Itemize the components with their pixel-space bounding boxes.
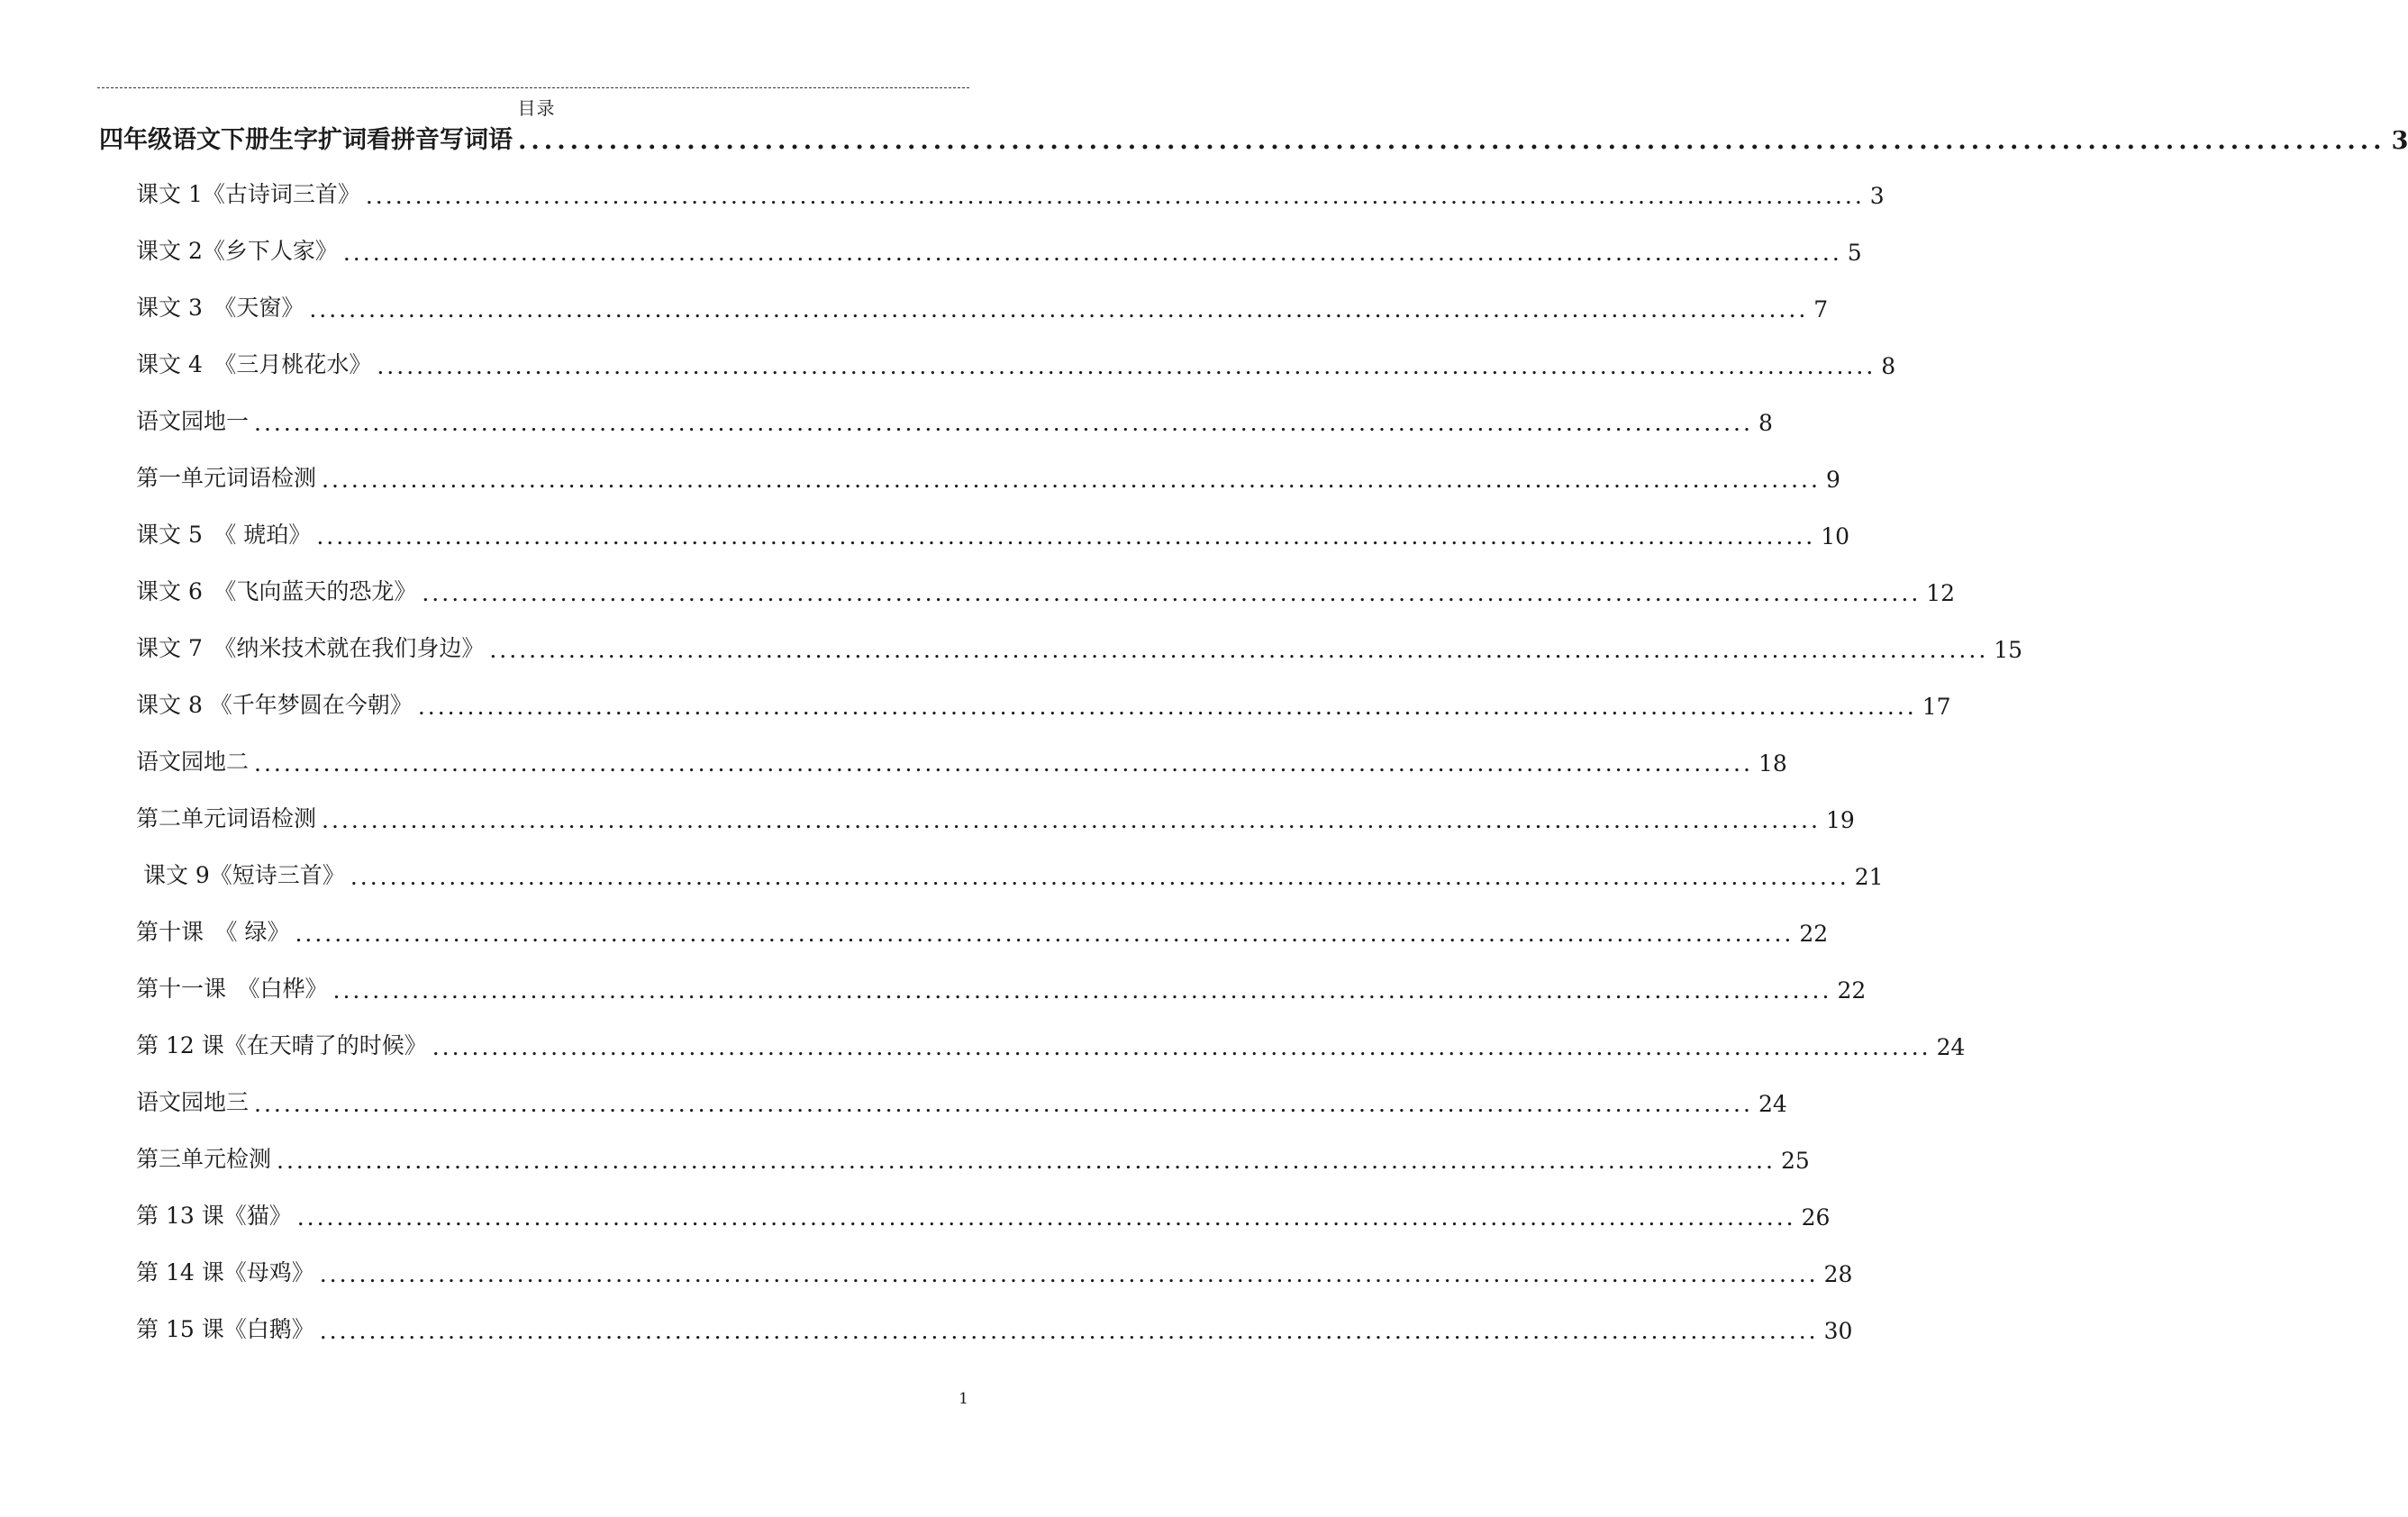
toc-entry[interactable]: [0, 567, 1956, 606]
page-title: 目录: [517, 97, 556, 119]
toc-dot-leader: ........................................................................................................................................................: [319, 1318, 1819, 1344]
toc-dot-leader: ........................................................................................................................................................: [295, 921, 1795, 947]
toc-entry-page: 25: [1780, 1148, 1810, 1174]
toc-entry-title: 课文 5 《 琥珀》: [136, 522, 312, 548]
toc-entry[interactable]: [0, 283, 1829, 322]
toc-entry-title: 语文园地一: [136, 408, 250, 434]
toc-entry-title: 第十一课 《白桦》: [136, 976, 328, 1002]
toc-entry[interactable]: [0, 396, 1773, 436]
toc-entry-title: 课文 2《乡下人家》: [136, 238, 338, 264]
toc-entry-page: 26: [1801, 1204, 1831, 1231]
toc-entry-page: 8: [1758, 410, 1773, 436]
toc-entry-page: 17: [1922, 694, 1951, 720]
toc-entry-title: 第三单元检测: [136, 1146, 272, 1172]
toc-dot-leader: ........................................................................................................................................................: [254, 410, 1753, 436]
toc-entry-page: 24: [1758, 1091, 1787, 1117]
toc-entry-page: 5: [1847, 240, 1862, 266]
toc-entry-title: 课文 8 《千年梦圆在今朝》: [136, 692, 413, 718]
toc-entry[interactable]: [0, 794, 1855, 833]
toc-entry[interactable]: [0, 1248, 1853, 1287]
toc-entry-page: 19: [1825, 807, 1855, 833]
toc-entry[interactable]: [0, 1077, 1787, 1117]
toc-entry-page: 28: [1823, 1261, 1853, 1287]
toc-entry[interactable]: [0, 907, 1829, 947]
toc-dot-leader: ........................................................................................................................................................: [417, 694, 1917, 720]
toc-entry-page: 21: [1854, 864, 1884, 890]
toc-entry[interactable]: [0, 623, 2023, 663]
toc-entry-title: 课文 9《短诗三首》: [136, 862, 345, 888]
toc-dot-leader: ........................................................................................................................................................: [322, 807, 1821, 833]
toc-dot-leader: ........................................................................................................................................................: [254, 750, 1753, 777]
toc-entry-page: 9: [1825, 467, 1840, 493]
toc-entry-title: 第 15 课《白鹅》: [136, 1316, 314, 1342]
toc-entry-page: 30: [1823, 1318, 1853, 1344]
toc-dot-leader: ........................................................................................................................................................: [309, 296, 1809, 322]
toc-entry[interactable]: [0, 226, 1862, 266]
footer-page-number: 1: [959, 1390, 968, 1408]
toc-entry-page: 7: [1813, 296, 1829, 322]
toc-entry-page: 8: [1881, 353, 1896, 379]
toc-dot-leader: ........................................................................................................................................................: [322, 467, 1821, 493]
toc-entry-title: 课文 1《古诗词三首》: [136, 181, 360, 207]
toc-entry[interactable]: [0, 510, 1850, 550]
toc-entry-title: 第一单元词语检测: [136, 465, 317, 491]
toc-dot-leader: ........................................................................................................................................................: [350, 864, 1849, 890]
toc-dot-leader: ........................................................................................................................................................: [422, 580, 1922, 606]
toc-entry[interactable]: [0, 737, 1787, 777]
toc-entry-page: 15: [1994, 637, 2023, 663]
toc-dot-leader: ........................................................................................................................................................: [296, 1204, 1796, 1231]
toc-entry-title: 课文 4 《三月桃花水》: [136, 351, 372, 377]
toc-entry[interactable]: [0, 1134, 1810, 1174]
toc-entry-page: 18: [1758, 750, 1787, 777]
toc-entry[interactable]: [0, 340, 1896, 379]
toc-entry-title: 课文 7 《纳米技术就在我们身边》: [136, 635, 485, 661]
toc-entry-title: 课文 3 《天窗》: [136, 295, 304, 321]
toc-dot-leader: ........................................................................................................................................................: [316, 523, 1816, 550]
toc-entry-main[interactable]: [0, 115, 2408, 155]
toc-entry[interactable]: [0, 964, 1867, 1004]
toc-entry-page: 24: [1936, 1034, 1966, 1060]
toc-entry-title: 第二单元词语检测: [136, 805, 317, 831]
toc-entry-title: 语文园地二: [136, 749, 250, 775]
toc-entry-title: 语文园地三: [136, 1089, 250, 1115]
toc-entry[interactable]: [0, 169, 1885, 209]
toc-entry-page: 12: [1926, 580, 1956, 606]
toc-entry[interactable]: [0, 1304, 1853, 1344]
toc-dot-leader: ........................................................................................................................................................: [432, 1034, 1931, 1060]
toc-entry[interactable]: [0, 1191, 1831, 1231]
toc-entry[interactable]: [0, 680, 1951, 720]
toc-entry-title: 课文 6 《飞向蓝天的恐龙》: [136, 578, 417, 604]
toc-dot-leader: ........................................................................................................................................................: [319, 1261, 1819, 1287]
toc-dot-leader: ........................................................................................................................................................: [365, 183, 1865, 209]
toc-dot-leader: ........................................................................................................................................................: [342, 240, 1842, 266]
toc-entry[interactable]: [0, 850, 1884, 890]
toc-entry-page: 22: [1837, 977, 1867, 1004]
toc-entry[interactable]: [0, 453, 1840, 493]
toc-entry-title: 第 12 课《在天晴了的时候》: [136, 1032, 427, 1058]
toc-entry-title: 第 14 课《母鸡》: [136, 1259, 314, 1285]
toc-dot-leader: ........................................................................................................................................................: [377, 353, 1876, 379]
toc-entry-page: 3: [2391, 127, 2408, 155]
toc-dot-leader: ................................................................................................................................................: [518, 127, 2386, 155]
toc-dot-leader: ........................................................................................................................................................: [332, 977, 1832, 1004]
toc-entry[interactable]: [0, 1021, 1966, 1060]
toc-dot-leader: ........................................................................................................................................................: [254, 1091, 1753, 1117]
toc-entry-title: 四年级语文下册生字扩词看拼音写词语: [99, 126, 513, 154]
toc-dot-leader: ........................................................................................................................................................: [277, 1148, 1776, 1174]
toc-entry-page: 3: [1869, 183, 1885, 209]
toc-dot-leader: ........................................................................................................................................................: [489, 637, 1989, 663]
toc-entry-page: 22: [1799, 921, 1829, 947]
toc-entry-page: 10: [1821, 523, 1850, 550]
toc-entry-title: 第 13 课《猫》: [136, 1203, 292, 1229]
toc-entry-title: 第十课 《 绿》: [136, 919, 290, 945]
header-dashed-rule: [97, 87, 969, 88]
